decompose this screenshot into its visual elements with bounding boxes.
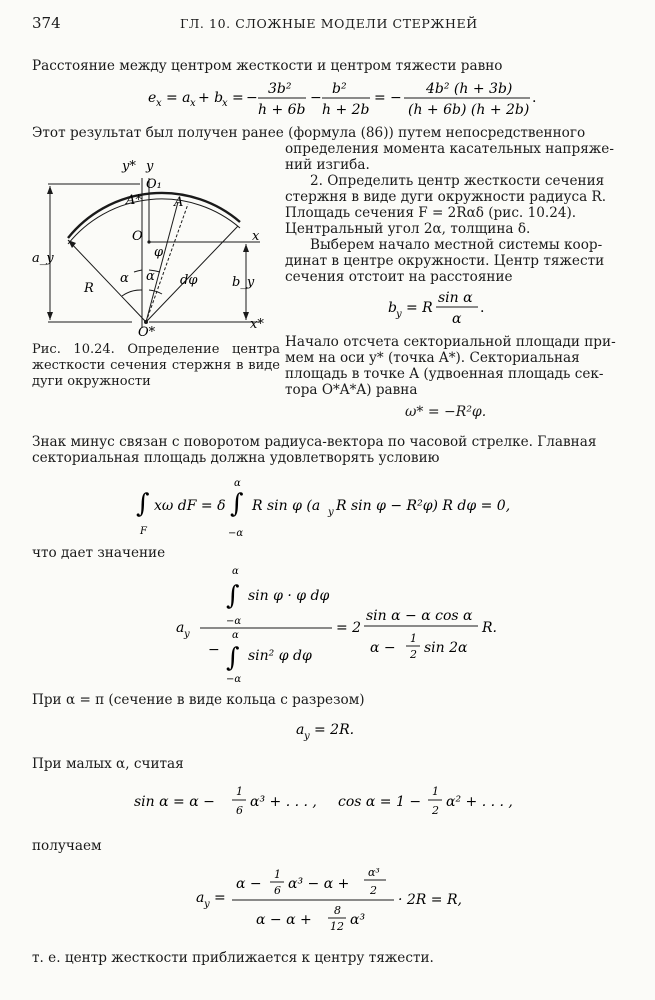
eq7-b: α³ + . . . , <box>250 794 317 810</box>
eq1-mid: = a <box>166 90 191 106</box>
eq5-fnum: sin α − α cos α <box>366 608 473 624</box>
paragraph-9: При малых α, считая <box>32 756 184 772</box>
eq5-num-upper: α <box>232 566 239 577</box>
eq2-eq: = R <box>406 300 433 316</box>
label-dphi: dφ <box>180 273 198 288</box>
eq7-d: α² + . . . , <box>446 794 513 810</box>
arc-section <box>68 193 240 238</box>
equation-3: ω* = −R²φ. <box>405 404 487 420</box>
equation-1 <box>0 76 655 120</box>
eq5-num: sin φ · φ dφ <box>248 588 330 604</box>
eq5-den: sin² φ dφ <box>248 648 312 664</box>
label-A-star: A* <box>126 193 142 208</box>
eq4-left: xω dF = δ <box>154 498 226 514</box>
eq8-num-a: α − <box>236 876 262 892</box>
eq5-R: R. <box>482 620 497 636</box>
svg-text:∫: ∫ <box>226 581 240 611</box>
eq1-f1-num: 3b² <box>268 81 292 97</box>
eq1-f3-num: 4b² (h + 3b) <box>426 81 513 97</box>
svg-text:=: = <box>374 90 386 106</box>
eq8-num-f2-den: 2 <box>370 884 377 897</box>
eq6-rhs: = 2R. <box>314 722 355 738</box>
eq8-lhs: a <box>196 890 205 906</box>
eq4-sub: y <box>328 507 334 518</box>
svg-text:−: − <box>208 642 220 658</box>
figure-10-24 <box>22 150 272 342</box>
eq7-f2-den: 2 <box>432 804 439 817</box>
paragraph-6-line-2: секториальная площадь должна удовлетворять условию <box>32 450 440 466</box>
eq7-c: cos α = 1 − <box>338 794 422 810</box>
svg-text:.: . <box>532 90 537 106</box>
equation-7 <box>0 780 655 824</box>
running-head: ГЛ. 10. СЛОЖНЫЕ МОДЕЛИ СТЕРЖНЕЙ <box>180 16 478 31</box>
eq5-lhs: a <box>176 620 185 636</box>
eq4-right: R sin φ (a <box>252 498 321 514</box>
svg-text:∫: ∫ <box>230 489 244 519</box>
eq1-f2-num: b² <box>332 81 347 97</box>
eq7-f1-den: 6 <box>236 804 243 817</box>
svg-text:−: − <box>246 90 258 106</box>
label-y-star: y* <box>122 159 136 174</box>
paragraph-6-line-1: Знак минус связан с поворотом радиуса-вектора по часовой стрелке. Главная <box>32 434 597 450</box>
eq1-plus: + b <box>198 90 224 106</box>
eq8-num-f1-den: 6 <box>274 884 281 897</box>
eq8-tail: · 2R = R, <box>398 892 462 908</box>
eq8-num-b: α³ − α + <box>288 876 350 892</box>
eq5-den-lower: −α <box>226 674 242 685</box>
paragraph-7: что дает значение <box>32 545 166 561</box>
eq5-fden-a: α − <box>370 640 396 656</box>
svg-text:−: − <box>310 90 322 106</box>
figure-caption: Рис. 10.24. Определение центра жесткости сечения стержня в виде дуги окружности <box>32 342 280 389</box>
paragraph-4-line-2: динат в центре окружности. Центр тяжести <box>285 253 605 269</box>
eq1-f2-den: h + 2b <box>322 102 370 118</box>
eq1-plus-sub: x <box>222 98 228 109</box>
eq1-lhs-sub: x <box>156 98 162 109</box>
label-A: A <box>174 195 184 210</box>
label-alpha-right: α <box>146 269 155 284</box>
radius-A <box>146 202 178 322</box>
eq7-f2-num: 1 <box>432 785 439 798</box>
eq4-upper: α <box>234 478 241 489</box>
label-x-star: x* <box>250 317 264 332</box>
eq4-F: F <box>140 526 147 537</box>
paragraph-3-line-4: Центральный угол 2α, толщина δ. <box>285 221 531 237</box>
eq2-num: sin α <box>438 290 473 306</box>
eq5-num-lower: −α <box>226 616 242 627</box>
equation-4 <box>0 474 655 544</box>
paragraph-2-line-1: Этот результат был получен ранее (формула (86)) путем непосредственного <box>32 125 586 141</box>
paragraph-5-line-3: площадь в точке A (удвоенная площадь сек- <box>285 366 604 382</box>
eq2-lhs-sub: y <box>396 309 402 320</box>
svg-text:∫: ∫ <box>226 643 240 673</box>
paragraph-5-line-4: тора O*A*A) равна <box>285 382 418 398</box>
eq8-den-a: α − α + <box>256 912 312 928</box>
eq6-sub: y <box>304 731 310 742</box>
eq5-half-den: 2 <box>410 648 417 661</box>
eq2-den: α <box>452 311 462 327</box>
eq8-num-f2-num: α³ <box>368 866 380 879</box>
eq1-eq: = <box>232 90 244 106</box>
eq8-den-f-num: 8 <box>334 904 341 917</box>
label-R: R <box>84 281 94 296</box>
eq7-a: sin α = α − <box>134 794 215 810</box>
eq8-sub: y <box>204 899 210 910</box>
eq1-f3-den: (h + 6b) (h + 2b) <box>408 102 530 118</box>
page-header <box>0 10 655 34</box>
svg-text:=: = <box>214 890 226 906</box>
eq1-f1-den: h + 6b <box>258 102 306 118</box>
label-a-y: a_y <box>32 251 54 266</box>
label-O-star: O* <box>138 325 156 340</box>
eq5-mid: = 2 <box>336 620 362 636</box>
label-O1: O₁ <box>146 177 162 192</box>
eq5-lhs-sub: y <box>184 629 190 640</box>
equation-8 <box>0 858 655 938</box>
label-O: O <box>132 229 143 244</box>
eq5-den-upper: α <box>232 630 239 641</box>
label-phi: φ <box>154 245 164 260</box>
paragraph-8: При α = π (сечение в виде кольца с разрезом) <box>32 692 365 708</box>
eq5-half-num: 1 <box>410 632 417 645</box>
paragraph-4-line-3: сечения отстоит на расстояние <box>285 269 513 285</box>
paragraph-10: получаем <box>32 838 102 854</box>
eq8-den-f-den: 12 <box>330 920 344 933</box>
label-y: y <box>146 159 154 174</box>
eq5-fden-b: sin 2α <box>424 640 468 656</box>
eq8-den-b: α³ <box>350 912 366 928</box>
svg-text:∫: ∫ <box>136 489 150 519</box>
label-alpha-left: α <box>120 271 129 286</box>
eq1-lhs: e <box>148 90 157 106</box>
paragraph-11: т. е. центр жесткости приближается к центру тяжести. <box>32 950 434 966</box>
equation-5 <box>0 562 655 686</box>
paragraph-1: Расстояние между центром жесткости и центром тяжести равно <box>32 58 503 74</box>
radius-left <box>68 240 146 322</box>
label-x: x <box>252 229 260 244</box>
paragraph-5-line-2: мем на оси y* (точка A*). Секториальная <box>285 350 580 366</box>
svg-text:.: . <box>480 300 485 316</box>
page-number: 374 <box>32 14 61 32</box>
svg-text:−: − <box>390 90 402 106</box>
eq4-right2: R sin φ − R²φ) R dφ = 0, <box>336 498 511 514</box>
eq7-f1-num: 1 <box>236 785 243 798</box>
eq2-lhs: b <box>388 300 397 316</box>
paragraph-4-line-1: Выберем начало местной системы коор- <box>310 237 603 253</box>
eq4-lower: −α <box>228 528 244 539</box>
equation-2 <box>380 286 520 330</box>
eq1-mid-sub: x <box>190 98 196 109</box>
paragraph-5-line-1: Начало отсчета секториальной площади при- <box>285 334 616 350</box>
paragraph-2-line-2: определения момента касательных напряже- <box>285 141 614 157</box>
paragraph-3-line-2: стержня в виде дуги окружности радиуса R. <box>285 189 607 205</box>
equation-6 <box>290 714 410 742</box>
paragraph-3-line-3: Площадь сечения F = 2Rαδ (рис. 10.24). <box>285 205 577 221</box>
eq6-lhs: a <box>296 722 305 738</box>
paragraph-3-line-1: 2. Определить центр жесткости сечения <box>310 173 605 189</box>
eq8-num-f1-num: 1 <box>274 868 281 881</box>
label-b-y: b_y <box>232 275 255 290</box>
paragraph-2-line-3: ний изгиба. <box>285 157 370 173</box>
